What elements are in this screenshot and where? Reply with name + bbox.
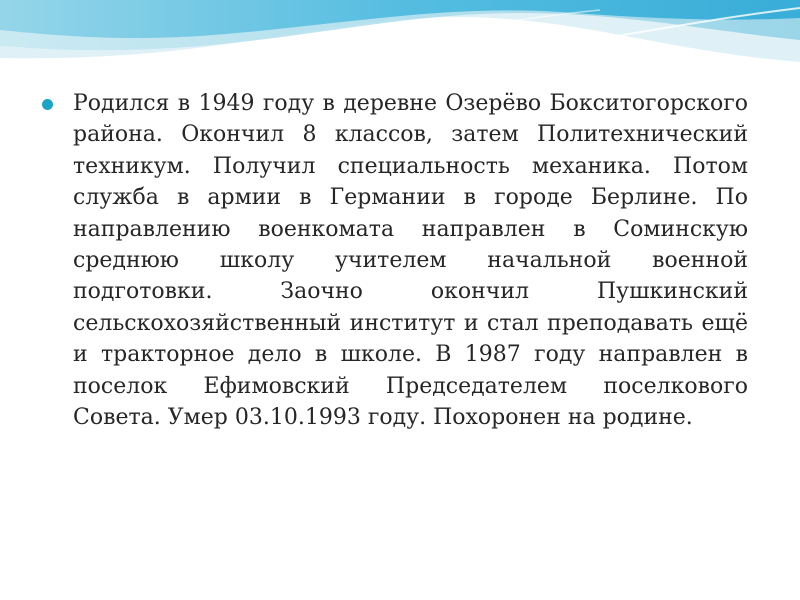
bullet-dot-icon [42,99,53,110]
wave-header-decoration [0,0,800,90]
bullet-paragraph: Родился в 1949 году в деревне Озерёво Бокситогорского района. Окончил 8 классов, затем Политехнический техникум. Получил специальность механика. Потом служба в армии в Германии в городе Берлине. По направлению военкомата направлен в Соминскую среднюю школу учителем начальной военной подготовки. Заочно окончил Пушкинский сельскохозяйственный институт и стал преподавать ещё и тракторное дело в школе. В 1987 году направлен в поселок Ефимовский Председателем поселкового Совета. Умер 03.10.1993 году. Похоронен на родине. [73,91,748,431]
slide-content [42,88,748,433]
bullet-item [42,88,748,433]
